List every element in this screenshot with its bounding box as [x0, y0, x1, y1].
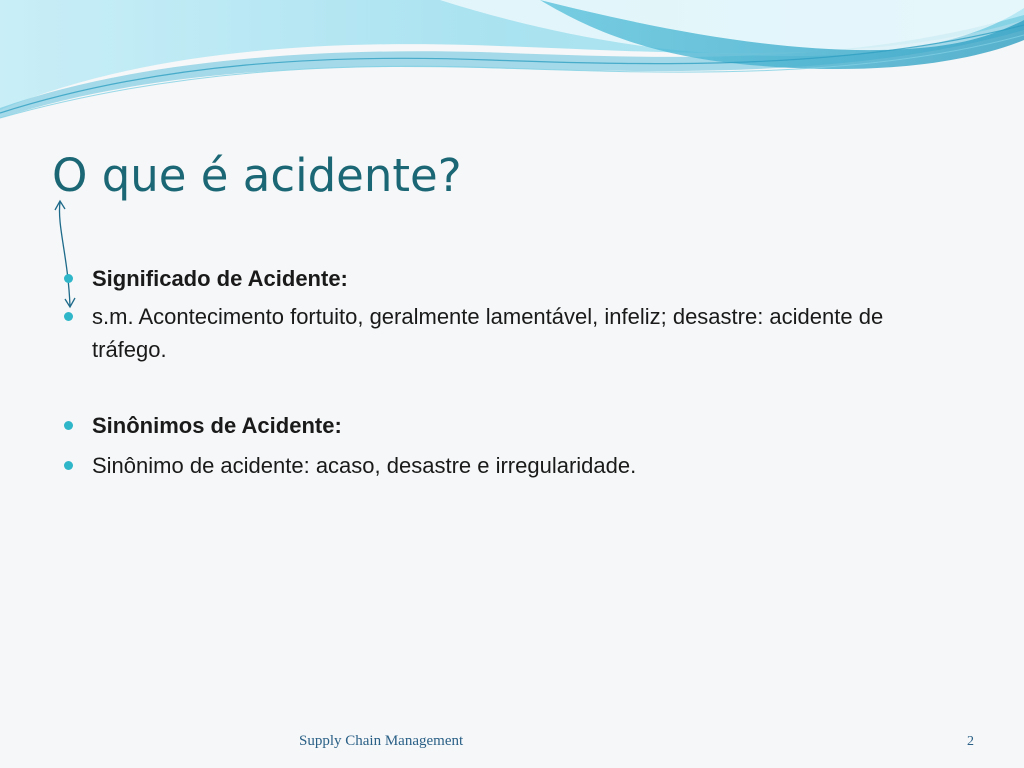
- bullet-dot-icon: [64, 421, 73, 430]
- page-number: 2: [967, 734, 974, 749]
- list-item: [62, 300, 942, 366]
- list-item-text: s.m. Acontecimento fortuito, geralmente lamentável, infeliz; desastre: acidente de tráfego.: [92, 304, 884, 362]
- list-item: [62, 449, 942, 482]
- footer-text: Supply Chain Management: [299, 733, 464, 749]
- list-item-text: Significado de Acidente:: [92, 266, 348, 291]
- list-item-text: Sinônimos de Acidente:: [92, 413, 342, 438]
- header-wave-decoration: [0, 0, 1024, 130]
- bullet-dot-icon: [64, 274, 73, 283]
- bullet-dot-icon: [64, 312, 73, 321]
- bullet-list: [62, 262, 942, 482]
- bullet-dot-icon: [64, 461, 73, 470]
- list-item: [62, 262, 942, 295]
- list-item-text: Sinônimo de acidente: acaso, desastre e irregularidade.: [92, 453, 637, 478]
- list-item: [62, 409, 942, 442]
- slide-title: O que é acidente?: [52, 149, 462, 202]
